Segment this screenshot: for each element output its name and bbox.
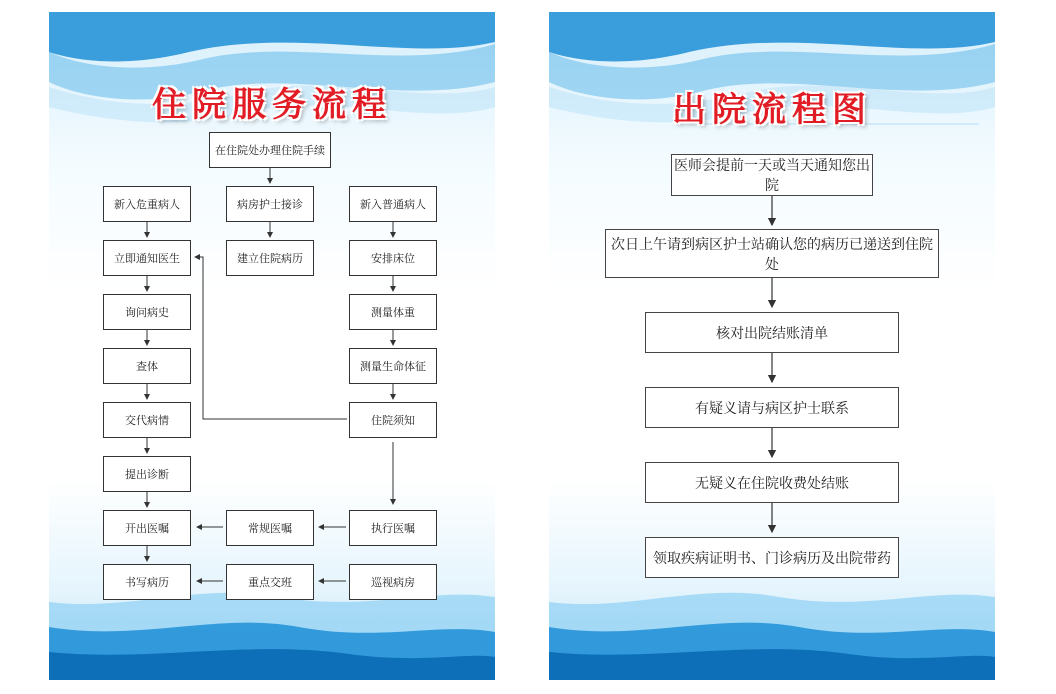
node-critical-patient: 新入危重病人 [103,186,191,222]
poster-title: 住院服务流程 [152,85,392,125]
node-measure-weight: 测量体重 [349,294,437,330]
inpatient-service-poster [49,12,495,680]
node-create-record: 建立住院病历 [226,240,314,276]
discharge-step-3: 核对出院结账清单 [645,312,899,353]
discharge-step-5: 无疑义在住院收费处结账 [645,462,899,503]
node-inquire-history: 询问病史 [103,294,191,330]
node-regular-patient: 新入普通病人 [349,186,437,222]
node-notify-doctor: 立即通知医生 [103,240,191,276]
node-routine-orders: 常规医嘱 [226,510,314,546]
node-arrange-bed: 安排床位 [349,240,437,276]
node-ward-rounds: 巡视病房 [349,564,437,600]
node-admission-notice: 住院须知 [349,402,437,438]
node-explain-condition: 交代病情 [103,402,191,438]
discharge-flow-poster [549,12,995,680]
node-admission: 在住院处办理住院手续 [209,132,331,168]
node-write-record: 书写病历 [103,564,191,600]
node-execute-orders: 执行医嘱 [349,510,437,546]
node-vital-signs: 测量生命体征 [349,348,437,384]
discharge-step-6: 领取疾病证明书、门诊病历及出院带药 [645,537,899,578]
node-issue-orders: 开出医嘱 [103,510,191,546]
discharge-step-1: 医师会提前一天或当天通知您出院 [671,154,873,196]
node-propose-diagnosis: 提出诊断 [103,456,191,492]
discharge-step-4: 有疑义请与病区护士联系 [645,387,899,428]
discharge-step-2: 次日上午请到病区护士站确认您的病历已递送到住院处 [605,229,939,278]
node-examination: 查体 [103,348,191,384]
node-key-handover: 重点交班 [226,564,314,600]
poster-title: 出院流程图 [672,90,872,130]
node-nurse-reception: 病房护士接诊 [226,186,314,222]
